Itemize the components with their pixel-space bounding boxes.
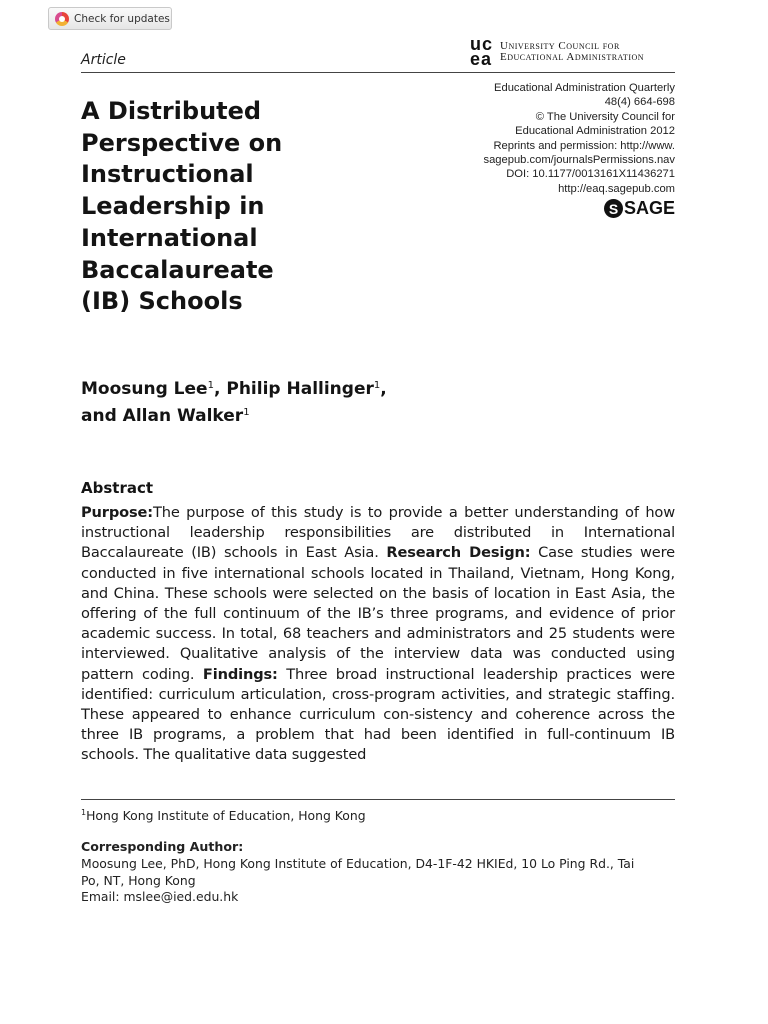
author-affiliation-mark: 1 [243, 407, 250, 418]
corresponding-author-details [81, 856, 675, 906]
findings-label: Findings: [202, 665, 278, 683]
author-conjunction: and [81, 406, 123, 426]
check-for-updates-label: Check for updates [74, 12, 170, 25]
journal-reprints-1[interactable]: Reprints and permission: http://www. [493, 139, 675, 152]
sage-icon: S [604, 199, 623, 218]
author-name[interactable]: Moosung Lee [81, 379, 208, 399]
journal-name: Educational Administration Quarterly [494, 82, 675, 94]
title-line: Leadership in [81, 192, 265, 221]
author-affiliation-mark: 1 [207, 380, 214, 391]
sage-wordmark: SAGE [623, 198, 675, 218]
journal-url[interactable]: http://eaq.sagepub.com [558, 182, 675, 195]
affiliation-mark: 1 [81, 808, 87, 817]
corresponding-author-heading: Corresponding Author: [81, 839, 244, 854]
title-line: Perspective on [81, 128, 283, 157]
journal-doi[interactable]: DOI: 10.1177/0013161X11436271 [506, 168, 675, 181]
article-type-label: Article [81, 52, 126, 68]
author-name[interactable]: Philip Hallinger [226, 379, 374, 399]
author-list: Moosung Lee$^1$, Philip Hallinger$^1$, and Allan Walker$^1$ [81, 379, 387, 426]
journal-reprints-2[interactable]: sagepub.com/journalsPermissions.nav [483, 154, 675, 167]
purpose-text: The purpose of this study is to provide a better understanding of how instructional leadership responsibilities are distributed in International Baccalaureate (IB) schools in East Asia. [81, 504, 675, 562]
title-line: A Distributed [81, 97, 262, 125]
affiliation-text: Hong Kong Institute of Education, Hong Kong [86, 808, 366, 823]
affiliation-footnote [81, 808, 366, 823]
research-design-text: Case studies were conducted in five international schools located in Thailand, Vietnam, Hong Kong, and China. These schools were selected on the basis of location in East Asia, the offering of the full continuum of the IB’s three programs, and evidence of prior academic success. In total, 68 teachers and administrators and 25 students were interviewed. Qualitative analysis of the interview data was conducted using pattern coding. [81, 544, 675, 683]
header-divider [81, 72, 675, 73]
ucea-name-line1: University Council for [500, 40, 620, 52]
ucea-mark [470, 34, 494, 69]
journal-volume: 48(4) 664-698 [604, 96, 675, 109]
footnote-divider [81, 799, 675, 800]
ucea-name-line2: Educational Administration [500, 51, 645, 63]
ucea-mark-bottom: ea [470, 49, 493, 69]
journal-copyright-2: Educational Administration 2012 [515, 125, 675, 138]
check-for-updates-button[interactable] [48, 7, 172, 30]
article-title [81, 96, 341, 318]
ucea-org-name [500, 41, 644, 63]
journal-copyright: © The University Council for [535, 110, 675, 123]
title-line: (IB) Schools [81, 287, 243, 316]
findings-text: Three broad instructional leadership practices were identified: curriculum articulation, cross-program activities, and strategic staffing. These appeared to enhance curriculum con-sistency and coherence across the three IB programs, a problem that had been identified in full-continuum IB schools. The qualitative data suggested [81, 665, 675, 764]
title-line: Baccalaureate [81, 255, 274, 284]
crossmark-icon [55, 12, 69, 26]
corresponding-email[interactable]: Email: mslee@ied.edu.hk [81, 889, 239, 905]
research-design-label: Research Design: [386, 544, 531, 562]
ucea-mark-top: uc [470, 34, 494, 54]
author-affiliation-mark: 1 [373, 380, 381, 391]
title-line: Instructional [81, 160, 254, 189]
title-line: International [81, 223, 258, 252]
abstract-body [81, 503, 675, 766]
sage-logo [604, 198, 675, 219]
corresponding-address-1: Moosung Lee, PhD, Hong Kong Institute of Education, D4-1F-42 HKIEd, 10 Lo Ping Rd., Tai [81, 856, 635, 871]
purpose-label: Purpose: [81, 504, 153, 521]
author-name[interactable]: Allan Walker [122, 406, 244, 426]
corresponding-address-2: Po, NT, Hong Kong [81, 872, 196, 888]
ucea-logo [470, 34, 645, 69]
journal-info [435, 81, 675, 196]
abstract-heading: Abstract [81, 479, 154, 497]
